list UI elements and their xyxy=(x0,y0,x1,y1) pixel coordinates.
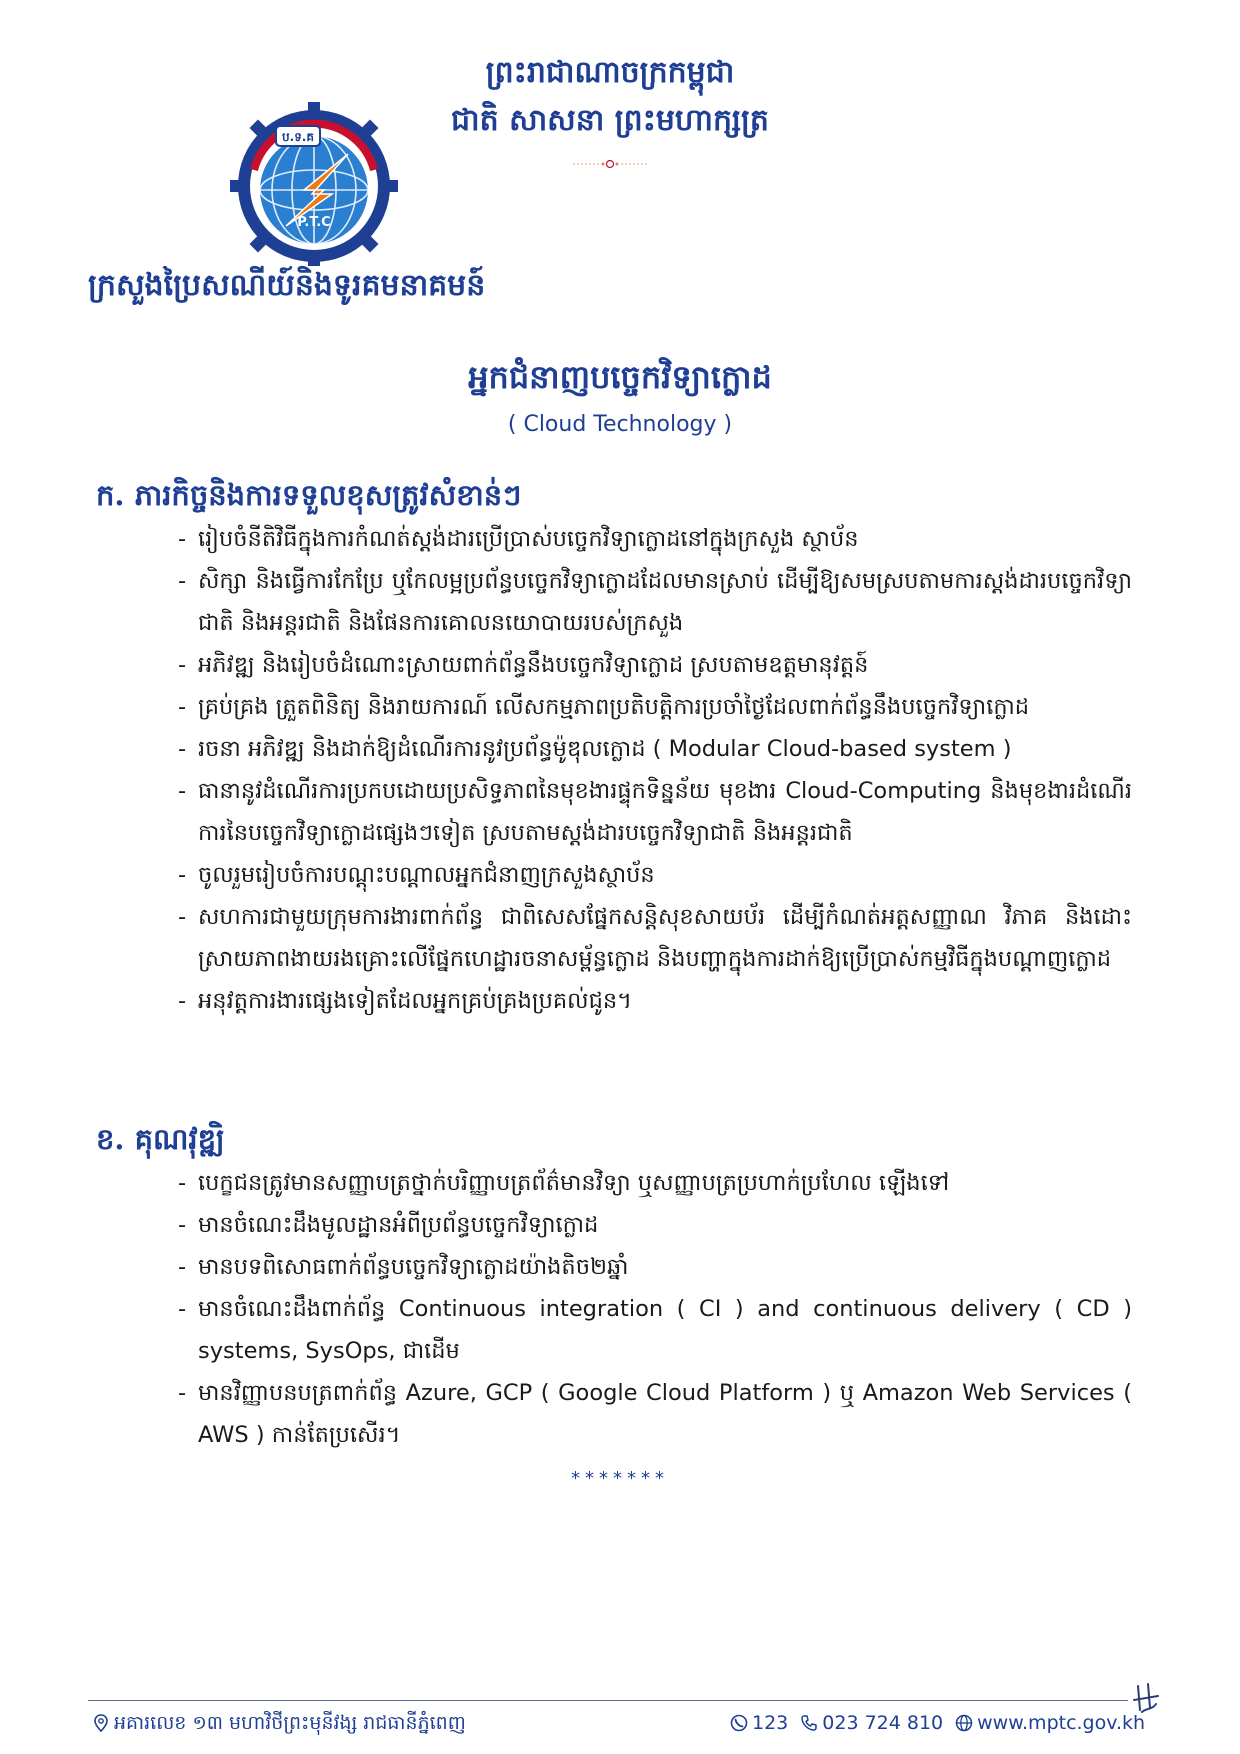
ministry-logo xyxy=(230,98,398,266)
footer-contacts xyxy=(730,1712,1145,1735)
list-item-text: មានចំណេះដឹងពាក់ព័ន្ធ Continuous integration ( CI ) and continuous delivery ( CD ) systems, SysOps, ជាដើម xyxy=(198,1296,1132,1364)
list-item-text: បេក្ខជនត្រូវមានសញ្ញាបត្រថ្នាក់បរិញ្ញាបត្រព័ត៌មានវិទ្យា ឬសញ្ញាបត្រប្រហាក់ប្រហែល ឡើងទៅ xyxy=(198,1170,950,1196)
list-item-text: អនុវត្តការងារផ្សេងទៀតដែលអ្នកគ្រប់គ្រងប្រគល់ជូន។ xyxy=(198,988,632,1014)
document-title: អ្នកជំនាញបច្ចេកវិទ្យាក្លោដ xyxy=(468,358,772,396)
location-pin-icon xyxy=(92,1714,110,1732)
kingdom-title: ព្រះរាជាណាចក្រកម្ពុជា xyxy=(485,55,735,90)
list-item: - រៀបចំនីតិវិធីក្នុងការកំណត់ស្តង់ដារប្រើប្រាស់បច្ចេកវិទ្យាក្លោដនៅក្នុងក្រសួង ស្ថាប័ន xyxy=(178,526,859,552)
responsibilities-list xyxy=(178,518,1132,1022)
ornament-divider xyxy=(573,158,647,170)
qualifications-heading: ខ. គុណវុឌ្ឍិ xyxy=(96,1122,225,1156)
list-item-text: សហការជាមួយក្រុមការងារពាក់ព័ន្ធ ជាពិសេសផ្នែកសន្តិសុខសាយប័រ ដើម្បីកំណត់អត្តសញ្ញាណ វិភាគ និងដោះស្រាយភាពងាយរងគ្រោះលើផ្នែកហេដ្ឋារចនាសម្ព័ន្ធក្លោដ និងបញ្ហាក្នុងការដាក់ឱ្យប្រើប្រាស់កម្មវិធីក្នុងបណ្តាញក្លោដ xyxy=(198,904,1132,972)
list-item-text: មានបទពិសោធពាក់ព័ន្ធបច្ចេកវិទ្យាក្លោដយ៉ាងតិច២ឆ្នាំ xyxy=(198,1254,629,1280)
list-item-text: រចនា អភិវឌ្ឍ និងដាក់ឱ្យដំណើរការនូវប្រព័ន្ធម៉ូឌុលក្លោដ ( Modular Cloud-based system ) xyxy=(198,736,1012,762)
list-item: - សិក្សា និងធ្វើការកែប្រែ ឬកែលម្អប្រព័ន្ធបច្ចេកវិទ្យាក្លោដដែលមានស្រាប់ ដើម្បីឱ្យសមស្របតាមការស្តង់ដារបច្ចេកវិទ្យាជាតិ និងអន្តរជាតិ និងផែនការគោលនយោបាយរបស់ក្រសួង xyxy=(178,568,1132,636)
ministry-name: ក្រសួងប្រៃសណីយ៍និងទូរគមនាគមន៍ xyxy=(88,268,486,303)
list-item: - សហការជាមួយក្រុមការងារពាក់ព័ន្ធ ជាពិសេសផ្នែកសន្តិសុខសាយប័រ ដើម្បីកំណត់អត្តសញ្ញាណ វិភាគ និងដោះស្រាយភាពងាយរងគ្រោះលើផ្នែកហេដ្ឋារចនាសម្ព័ន្ធក្លោដ និងបញ្ហាក្នុងការដាក់ឱ្យប្រើប្រាស់កម្មវិធីក្នុងបណ្តាញក្លោដ xyxy=(178,904,1132,972)
address-text: អគារលេខ ១៣ មហាវិថីព្រះមុនីវង្ស រាជធានីភ្នំពេញ xyxy=(114,1712,466,1734)
list-item-text: ចូលរួមរៀបចំការបណ្តុះបណ្តាលអ្នកជំនាញក្រសួងស្ថាប័ន xyxy=(198,862,655,888)
responsibilities-heading: ក. ភារកិច្ចនិងការទទួលខុសត្រូវសំខាន់ៗ xyxy=(96,478,522,512)
end-of-document-mark: ******* xyxy=(571,1468,669,1489)
footer-divider xyxy=(88,1700,1128,1701)
handwritten-initial xyxy=(1132,1682,1160,1716)
list-item: - រចនា អភិវឌ្ឍ និងដាក់ឱ្យដំណើរការនូវប្រព័ន្ធម៉ូឌុលក្លោដ ( Modular Cloud-based system ) xyxy=(178,736,1012,762)
hotline-number[interactable]: 123 xyxy=(752,1712,789,1734)
globe-web-icon xyxy=(955,1714,973,1732)
document-subtitle: ( Cloud Technology ) xyxy=(507,412,733,437)
list-item-text: មានវិញ្ញាបនបត្រពាក់ព័ន្ធ Azure, GCP ( Google Cloud Platform ) ឬ Amazon Web Services ( AWS ) កាន់តែប្រសើរ។ xyxy=(198,1380,1132,1448)
website-link[interactable]: www.mptc.gov.kh xyxy=(977,1712,1146,1734)
list-item: - គ្រប់គ្រង ត្រួតពិនិត្យ និងរាយការណ៍ លើសកម្មភាពប្រតិបត្តិការប្រចាំថ្ងៃដែលពាក់ព័ន្ធនឹងបច្ចេកវិទ្យាក្លោដ xyxy=(178,694,1030,720)
logo-badge-text: ប.ទ.គ xyxy=(282,130,314,144)
footer-address xyxy=(92,1712,466,1735)
national-motto: ជាតិ សាសនា ព្រះមហាក្សត្រ xyxy=(451,103,769,138)
phone-number[interactable]: 023 724 810 xyxy=(822,1712,944,1734)
list-item-text: សិក្សា និងធ្វើការកែប្រែ ឬកែលម្អប្រព័ន្ធបច្ចេកវិទ្យាក្លោដដែលមានស្រាប់ ដើម្បីឱ្យសមស្របតាមការស្តង់ដារបច្ចេកវិទ្យាជាតិ និងអន្តរជាតិ និងផែនការគោលនយោបាយរបស់ក្រសួង xyxy=(198,568,1132,636)
list-item-text: គ្រប់គ្រង ត្រួតពិនិត្យ និងរាយការណ៍ លើសកម្មភាពប្រតិបត្តិការប្រចាំថ្ងៃដែលពាក់ព័ន្ធនឹងបច្ចេកវិទ្យាក្លោដ xyxy=(198,694,1030,720)
list-item: - ចូលរួមរៀបចំការបណ្តុះបណ្តាលអ្នកជំនាញក្រសួងស្ថាប័ន xyxy=(178,862,655,888)
logo-ring-text: P.T.C xyxy=(297,215,331,230)
list-item: - អភិវឌ្ឍ និងរៀបចំដំណោះស្រាយពាក់ព័ន្ធនឹងបច្ចេកវិទ្យាក្លោដ ស្របតាមឧត្តមានុវត្តន៍ xyxy=(178,652,869,678)
list-item-text: អភិវឌ្ឍ និងរៀបចំដំណោះស្រាយពាក់ព័ន្ធនឹងបច្ចេកវិទ្យាក្លោដ ស្របតាមឧត្តមានុវត្តន៍ xyxy=(198,652,869,678)
list-item: - អនុវត្តការងារផ្សេងទៀតដែលអ្នកគ្រប់គ្រងប្រគល់ជូន។ xyxy=(178,988,632,1014)
hotline-icon xyxy=(730,1714,748,1732)
list-item: - ធានានូវដំណើរការប្រកបដោយប្រសិទ្ធភាពនៃមុខងារផ្ទុកទិន្នន័យ មុខងារ Cloud-Computing និងមុខងារដំណើរការនៃបច្ចេកវិទ្យាក្លោដផ្សេងៗទៀត ស្របតាមស្តង់ដារបច្ចេកវិទ្យាជាតិ និងអន្តរជាតិ xyxy=(178,778,1132,846)
list-item: - មានចំណេះដឹងពាក់ព័ន្ធ Continuous integration ( CI ) and continuous delivery ( CD ) systems, SysOps, ជាដើម xyxy=(178,1296,1132,1364)
list-item: - មានវិញ្ញាបនបត្រពាក់ព័ន្ធ Azure, GCP ( Google Cloud Platform ) ឬ Amazon Web Services ( AWS ) កាន់តែប្រសើរ។ xyxy=(178,1380,1132,1448)
list-item: - មានបទពិសោធពាក់ព័ន្ធបច្ចេកវិទ្យាក្លោដយ៉ាងតិច២ឆ្នាំ xyxy=(178,1254,629,1280)
list-item-text: រៀបចំនីតិវិធីក្នុងការកំណត់ស្តង់ដារប្រើប្រាស់បច្ចេកវិទ្យាក្លោដនៅក្នុងក្រសួង ស្ថាប័ន xyxy=(198,526,859,552)
list-item: - បេក្ខជនត្រូវមានសញ្ញាបត្រថ្នាក់បរិញ្ញាបត្រព័ត៌មានវិទ្យា ឬសញ្ញាបត្រប្រហាក់ប្រហែល ឡើងទៅ xyxy=(178,1170,950,1196)
qualifications-list xyxy=(178,1162,1132,1456)
list-item-text: មានចំណេះដឹងមូលដ្ឋានអំពីប្រព័ន្ធបច្ចេកវិទ្យាក្លោដ xyxy=(198,1212,599,1238)
list-item: - មានចំណេះដឹងមូលដ្ឋានអំពីប្រព័ន្ធបច្ចេកវិទ្យាក្លោដ xyxy=(178,1212,599,1238)
list-item-text: ធានានូវដំណើរការប្រកបដោយប្រសិទ្ធភាពនៃមុខងារផ្ទុកទិន្នន័យ មុខងារ Cloud-Computing និងមុខងារដំណើរការនៃបច្ចេកវិទ្យាក្លោដផ្សេងៗទៀត ស្របតាមស្តង់ដារបច្ចេកវិទ្យាជាតិ និងអន្តរជាតិ xyxy=(198,778,1132,846)
phone-icon xyxy=(800,1714,818,1732)
